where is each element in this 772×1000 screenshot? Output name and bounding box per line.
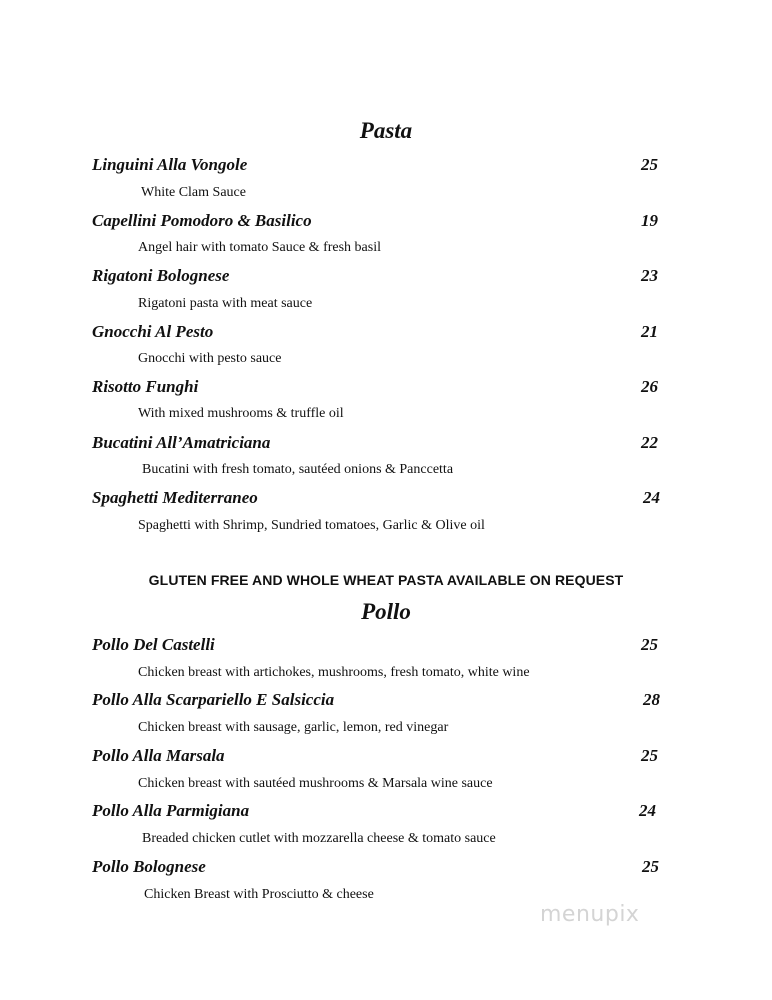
menu-item-name: Rigatoni Bolognese <box>92 266 230 285</box>
pasta-section-title: Pasta <box>359 118 413 143</box>
menu-item-name: Gnocchi Al Pesto <box>92 322 214 341</box>
menu-item-price: 23 <box>641 266 658 285</box>
menu-item-name: Spaghetti Mediterraneo <box>92 488 258 507</box>
menu-item-description: With mixed mushrooms & truffle oil <box>138 406 344 421</box>
menu-item-name: Risotto Funghi <box>92 377 199 396</box>
menu-item-price: 26 <box>641 377 658 396</box>
menu-item-name: Pollo Alla Marsala <box>92 746 225 765</box>
menu-item-description: Chicken Breast with Prosciutto & cheese <box>144 887 374 902</box>
menu-item-price: 24 <box>643 488 660 507</box>
menu-item-description: Spaghetti with Shrimp, Sundried tomatoes, Garlic & Olive oil <box>138 518 485 533</box>
menu-item-price: 22 <box>641 433 658 452</box>
menu-item-price: 25 <box>642 857 659 876</box>
pollo-section-title: Pollo <box>361 599 411 624</box>
gluten-free-notice: GLUTEN FREE AND WHOLE WHEAT PASTA AVAILABLE ON REQUEST <box>148 572 624 588</box>
menu-item-price: 25 <box>641 155 658 174</box>
menu-item-price: 19 <box>641 211 658 230</box>
menu-item-description: Chicken breast with artichokes, mushrooms, fresh tomato, white wine <box>138 665 530 680</box>
menu-item-description: Chicken breast with sautéed mushrooms & Marsala wine sauce <box>138 776 493 791</box>
menu-item-name: Capellini Pomodoro & Basilico <box>92 211 312 230</box>
menu-item-price: 28 <box>643 690 660 709</box>
menu-item-name: Pollo Bolognese <box>92 857 206 876</box>
menupix-watermark: menupix <box>540 902 640 927</box>
menu-item-description: White Clam Sauce <box>141 185 246 200</box>
menu-item-description: Chicken breast with sausage, garlic, lemon, red vinegar <box>138 720 449 735</box>
menu-item-price: 24 <box>639 801 656 820</box>
menu-item-description: Bucatini with fresh tomato, sautéed onions & Panccetta <box>142 462 454 477</box>
menu-item-name: Bucatini All’Amatriciana <box>92 433 271 452</box>
menu-item-description: Gnocchi with pesto sauce <box>138 351 282 366</box>
menu-item-description: Rigatoni pasta with meat sauce <box>138 296 313 311</box>
menu-item-name: Pollo Del Castelli <box>92 635 215 654</box>
menu-item-price: 25 <box>641 746 658 765</box>
menu-item-name: Pollo Alla Scarpariello E Salsiccia <box>92 690 335 709</box>
menu-item-price: 25 <box>641 635 658 654</box>
menu-item-description: Angel hair with tomato Sauce & fresh basil <box>138 240 381 255</box>
menu-item-name: Pollo Alla Parmigiana <box>92 801 250 820</box>
menu-item-price: 21 <box>641 322 658 341</box>
menu-item-description: Breaded chicken cutlet with mozzarella cheese & tomato sauce <box>142 831 496 846</box>
menu-item-name: Linguini Alla Vongole <box>92 155 248 174</box>
